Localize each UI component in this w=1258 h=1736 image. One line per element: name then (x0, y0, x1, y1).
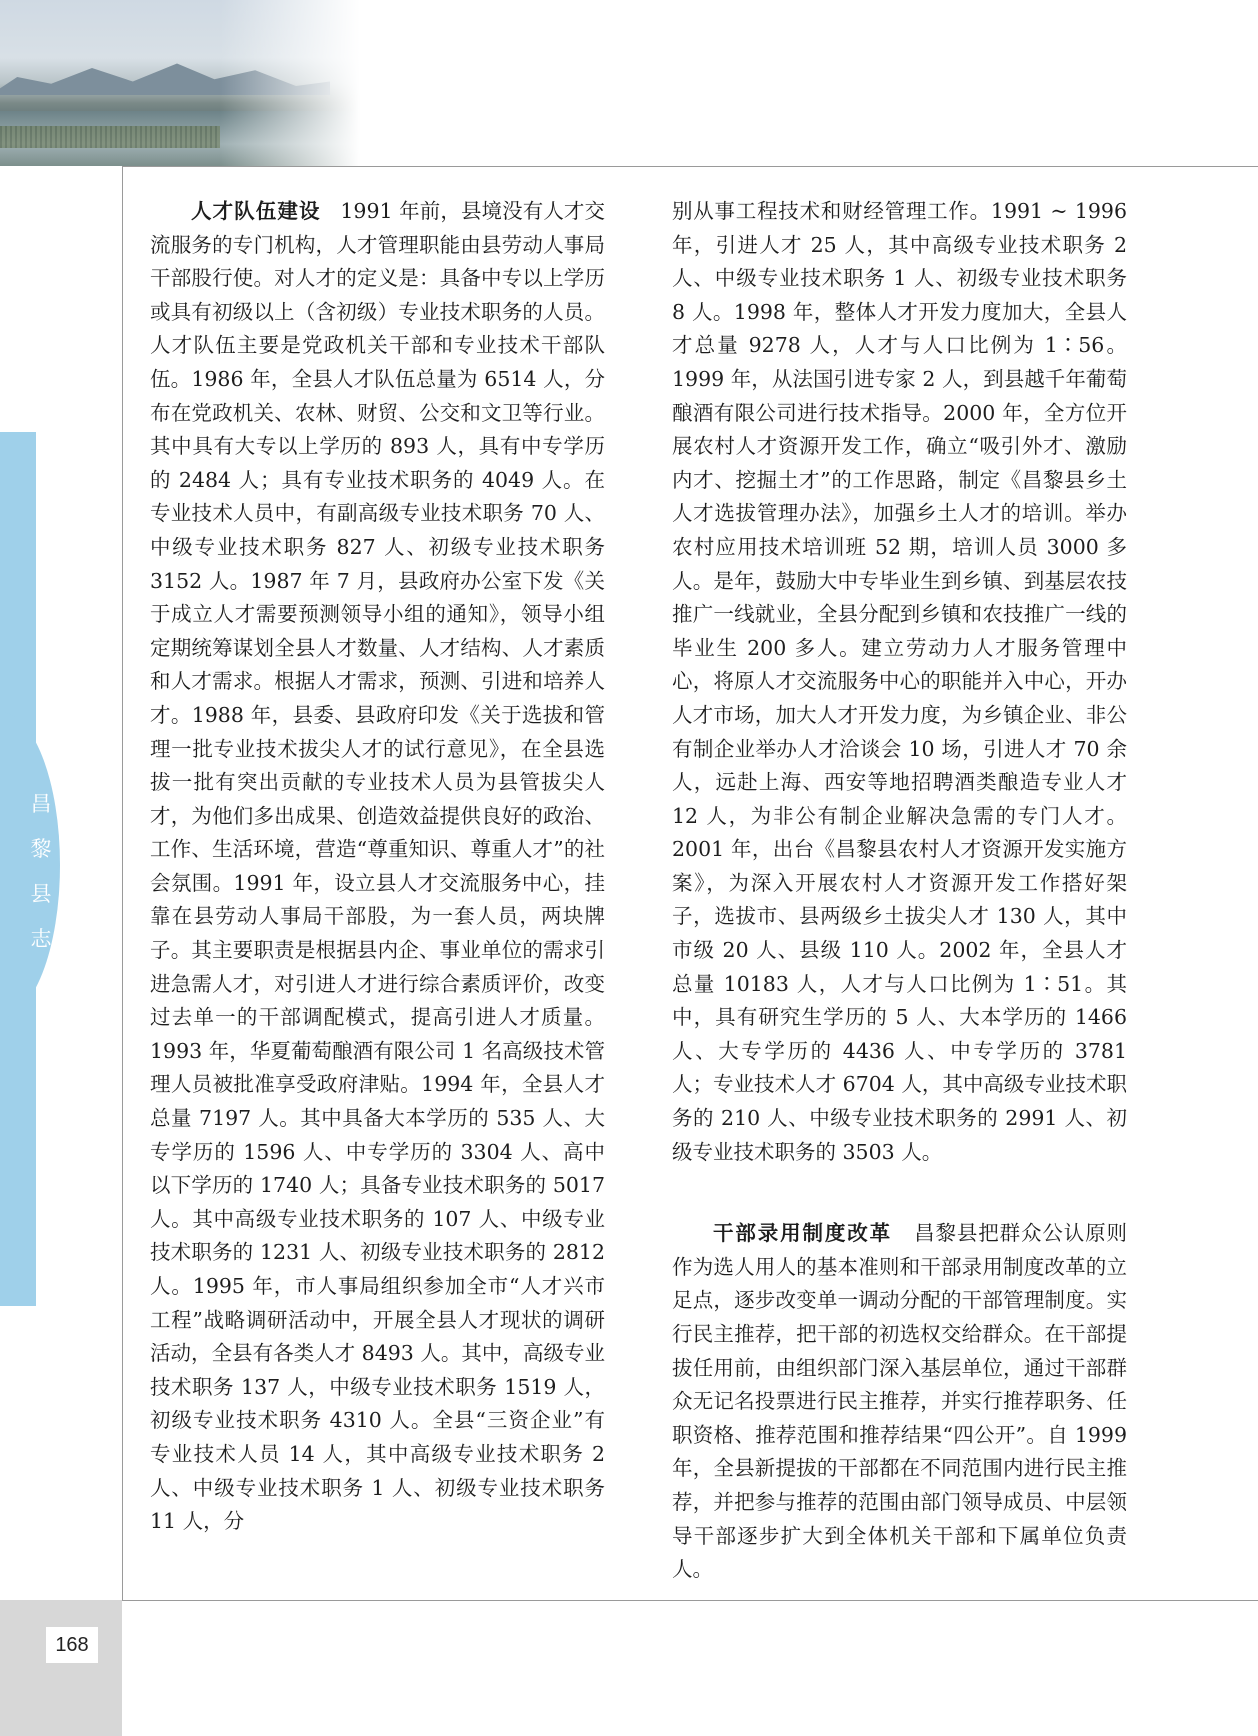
side-book-title (29, 782, 53, 962)
side-title-char: 黎 (30, 837, 52, 861)
header-rule (122, 166, 1258, 167)
side-title-char: 县 (30, 882, 52, 906)
left-column (150, 195, 605, 1539)
section-gap (672, 1169, 1127, 1217)
header-landscape-photo (0, 0, 360, 166)
footer-margin (0, 1600, 122, 1736)
side-title-char: 昌 (30, 792, 52, 816)
page-number: 168 (46, 1627, 98, 1663)
footer-rule (122, 1600, 1258, 1601)
talent-team-paragraph (150, 195, 605, 1539)
side-title-char: 志 (30, 927, 52, 951)
cadre-reform-paragraph (672, 1217, 1127, 1587)
section-title-cadre: 干部录用制度改革 (713, 1221, 892, 1246)
continued-paragraph: 别从事工程技术和财经管理工作。1991 ~ 1996 年，引进人才 25 人，其中高级专业技术职务 2 人、中级专业技术职务 1 人、初级专业技术职务 8 人。1998 年，整体人才开发力度加大，全县人才总量 9278 人，人才与人口比例为 1∶56。1999 年，从法国引进专家 2 人，到县越千年葡萄酿酒有限公司进行技术指导。2000 年，全方位开展农村人才资源开发工作，确立“吸引外才、激励内才、挖掘土才”的工作思路，制定《昌黎县乡土人才选拔管理办法》，加强乡土人才的培训。举办农村应用技术培训班 52 期，培训人员 3000 多人。是年，鼓励大中专毕业生到乡镇、到基层农技推广一线就业，全县分配到乡镇和农技推广一线的毕业生 200 多人。建立劳动力人才服务管理中心，将原人才交流服务中心的职能并入中心，开办人才市场，加大人才开发力度，为乡镇企业、非公有制企业举办人才洽谈会 10 场，引进人才 70 余人，远赴上海、西安等地招聘酒类酿造专业人才 12 人，为非公有制企业解决急需的专门人才。2001 年，出台《昌黎县农村人才资源开发实施方案》，为深入开展农村人才资源开发工作搭好架子，选拔市、县两级乡土拔尖人才 130 人，其中市级 20 人、县级 110 人。2002 年，全县人才总量 10183 人，人才与人口比例为 1∶51。其中，具有研究生学历的 5 人、大本学历的 1466 人、大专学历的 4436 人、中专学历的 3781 人；专业技术人才 6704 人，其中高级专业技术职务的 210 人、中级专业技术职务的 2991 人、初级专业技术职务的 3503 人。 (672, 199, 1127, 1164)
photo-fade (220, 0, 360, 166)
cadre-reform-text: 昌黎县把群众公认原则作为选人用人的基本准则和干部录用制度改革的立足点，逐步改变单一调动分配的干部管理制度。实行民主推荐，把干部的初选权交给群众。在干部提拔任用前，由组织部门深入基层单位，通过干部群众无记名投票进行民主推荐，并实行推荐职务、任职资格、推荐范围和推荐结果“四公开”。自 1999 年，全县新提拔的干部都在不同范围内进行民主推荐，并把参与推荐的范围由部门领导成员、中层领导干部逐步扩大到全体机关干部和下属单位负责人。 (672, 1221, 1128, 1582)
section-title-talent: 人才队伍建设 (191, 199, 321, 223)
right-column (672, 195, 1127, 1587)
photo-reeds (0, 126, 220, 148)
talent-team-text: 1991 年前，县境没有人才交流服务的专门机构，人才管理职能由县劳动人事局干部股行使。对人才的定义是：具备中专以上学历或具有初级以上（含初级）专业技术职务的人员。人才队伍主要是党政机关干部和专业技术干部队伍。1986 年，全县人才队伍总量为 6514 人，分布在党政机关、农林、财贸、公交和文卫等行业。其中具有大专以上学历的 893 人，具有中专学历的 2484 人；具有专业技术职务的 4049 人。在专业技术人员中，有副高级专业技术职务 70 人、中级专业技术职务 827 人、初级专业技术职务 3152 人。1987 年 7 月，县政府办公室下发《关于成立人才需要预测领导小组的通知》，领导小组定期统筹谋划全县人才数量、人才结构、人才素质和人才需求。根据人才需求，预测、引进和培养人才。1988 年，县委、县政府印发《关于选拔和管理一批专业技术拔尖人才的试行意见》，在全县选拔一批有突出贡献的专业技术人员为县管拔尖人才，为他们多出成果、创造效益提供良好的政治、工作、生活环境，营造“尊重知识、尊重人才”的社会氛围。1991 年，设立县人才交流服务中心，挂靠在县劳动人事局干部股，为一套人员，两块牌子。其主要职责是根据县内企、事业单位的需求引进急需人才，对引进人才进行综合素质评价，改变过去单一的干部调配模式，提高引进人才质量。1993 年，华夏葡萄酿酒有限公司 1 名高级技术管理人员被批准享受政府津贴。1994 年，全县人才总量 7197 人。其中具备大本学历的 535 人、大专学历的 1596 人、中专学历的 3304 人、高中以下学历的 1740 人；具备专业技术职务的 5017 人。其中高级专业技术职务的 107 人、中级专业技术职务的 1231 人、初级专业技术职务的 2812 人。1995 年，市人事局组织参加全市“人才兴市工程”战略调研活动中，开展全县人才现状的调研活动，全县有各类人才 8493 人。其中，高级专业技术职务 137 人，中级专业技术职务 1519 人，初级专业技术职务 4310 人。全县“三资企业”有专业技术人员 14 人，其中高级专业技术职务 2 人、中级专业技术职务 1 人、初级专业技术职务 11 人，分 (150, 199, 605, 1534)
